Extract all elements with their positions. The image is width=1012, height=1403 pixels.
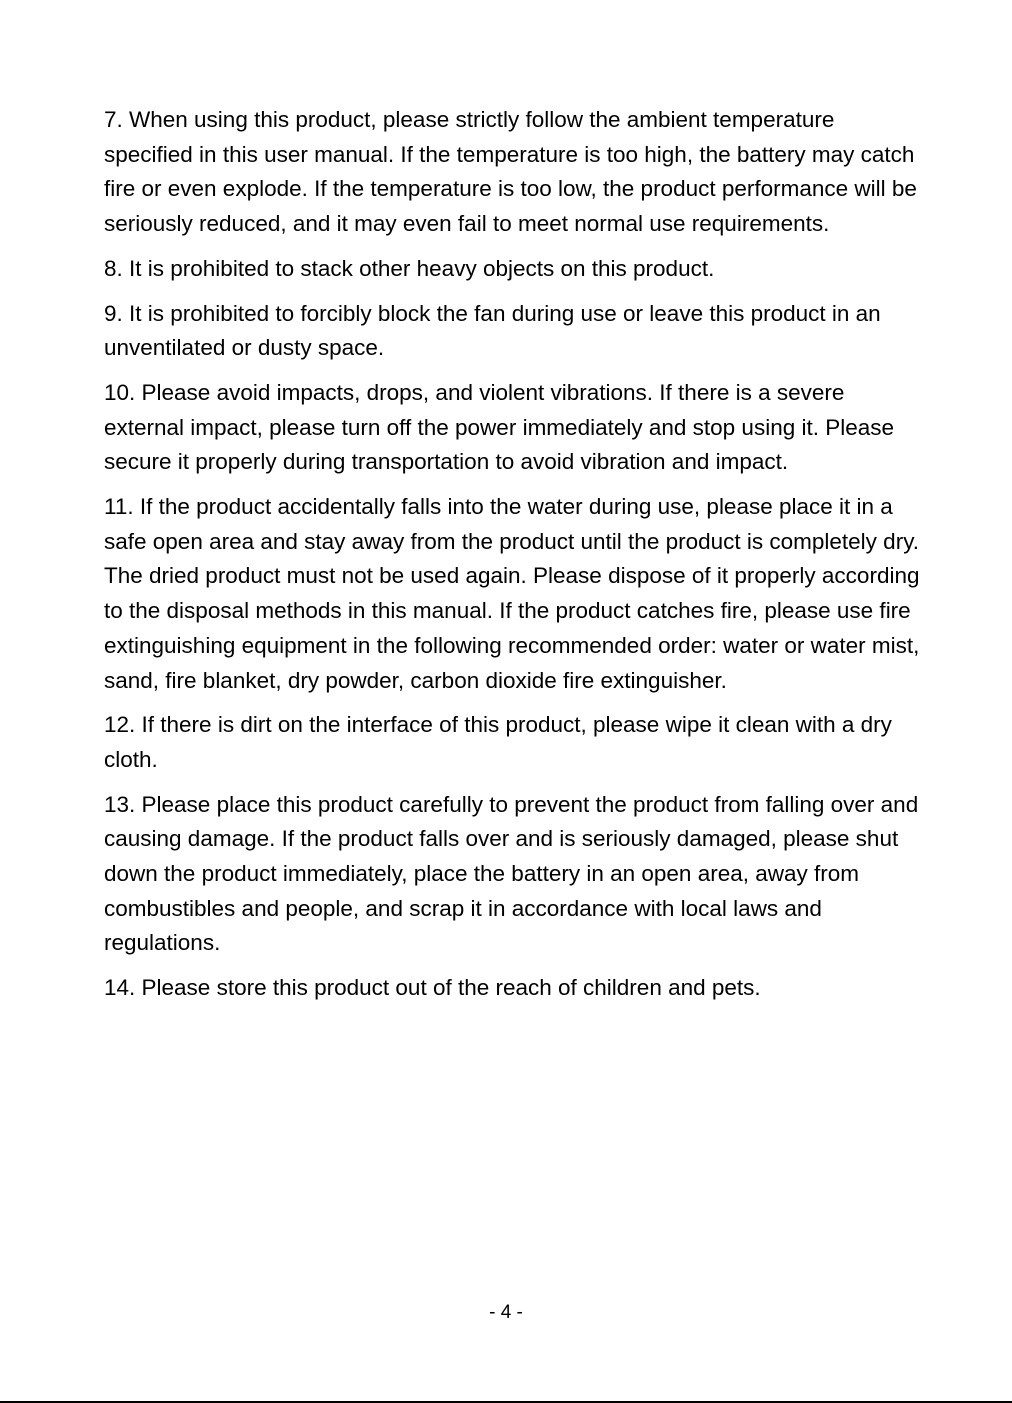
instruction-item-14: 14. Please store this product out of the reach of children and pets. [104,975,761,1001]
instruction-item-9: 9. It is prohibited to forcibly block the fan during use or leave this product in an unventilated or dusty space. [104,300,881,361]
safety-instructions-list [104,103,924,1016]
instruction-item-12: 12. If there is dirt on the interface of this product, please wipe it clean with a dry cloth. [104,712,892,772]
instruction-item-11: 11. If the product accidentally falls into the water during use, please place it in a safe open area and stay away from the product until the product is completely dry. The dried product must not be used again. Please dispose of it properly according to the disposal methods in this manual. If the product catches fire, please use fire extinguishing equipment in the following recommended order: water or water mist, sand, fire blanket, dry powder, carbon dioxide fire extinguisher. [104,494,920,693]
instruction-item-10: 10. Please avoid impacts, drops, and violent vibrations. If there is a severe external impact, please turn off the power immediately and stop using it. Please secure it properly during transportation to avoid vibration and impact. [104,379,895,475]
instruction-item-7: 7. When using this product, please strictly follow the ambient temperature specified in this user manual. If the temperature is too high, the battery may catch fire or even explode. If the temperature is too low, the product performance will be seriously reduced, and it may even fail to meet normal use requirements. [104,107,917,237]
page-number: - 4 - [489,1302,523,1323]
instruction-item-8: 8. It is prohibited to stack other heavy objects on this product. [104,255,715,281]
instruction-item-13: 13. Please place this product carefully to prevent the product from falling over and causing damage. If the product falls over and is seriously damaged, please shut down the product immediately, place the battery in an open area, away from combustibles and people, and scrap it in accordance with local laws and regulations. [104,791,919,956]
